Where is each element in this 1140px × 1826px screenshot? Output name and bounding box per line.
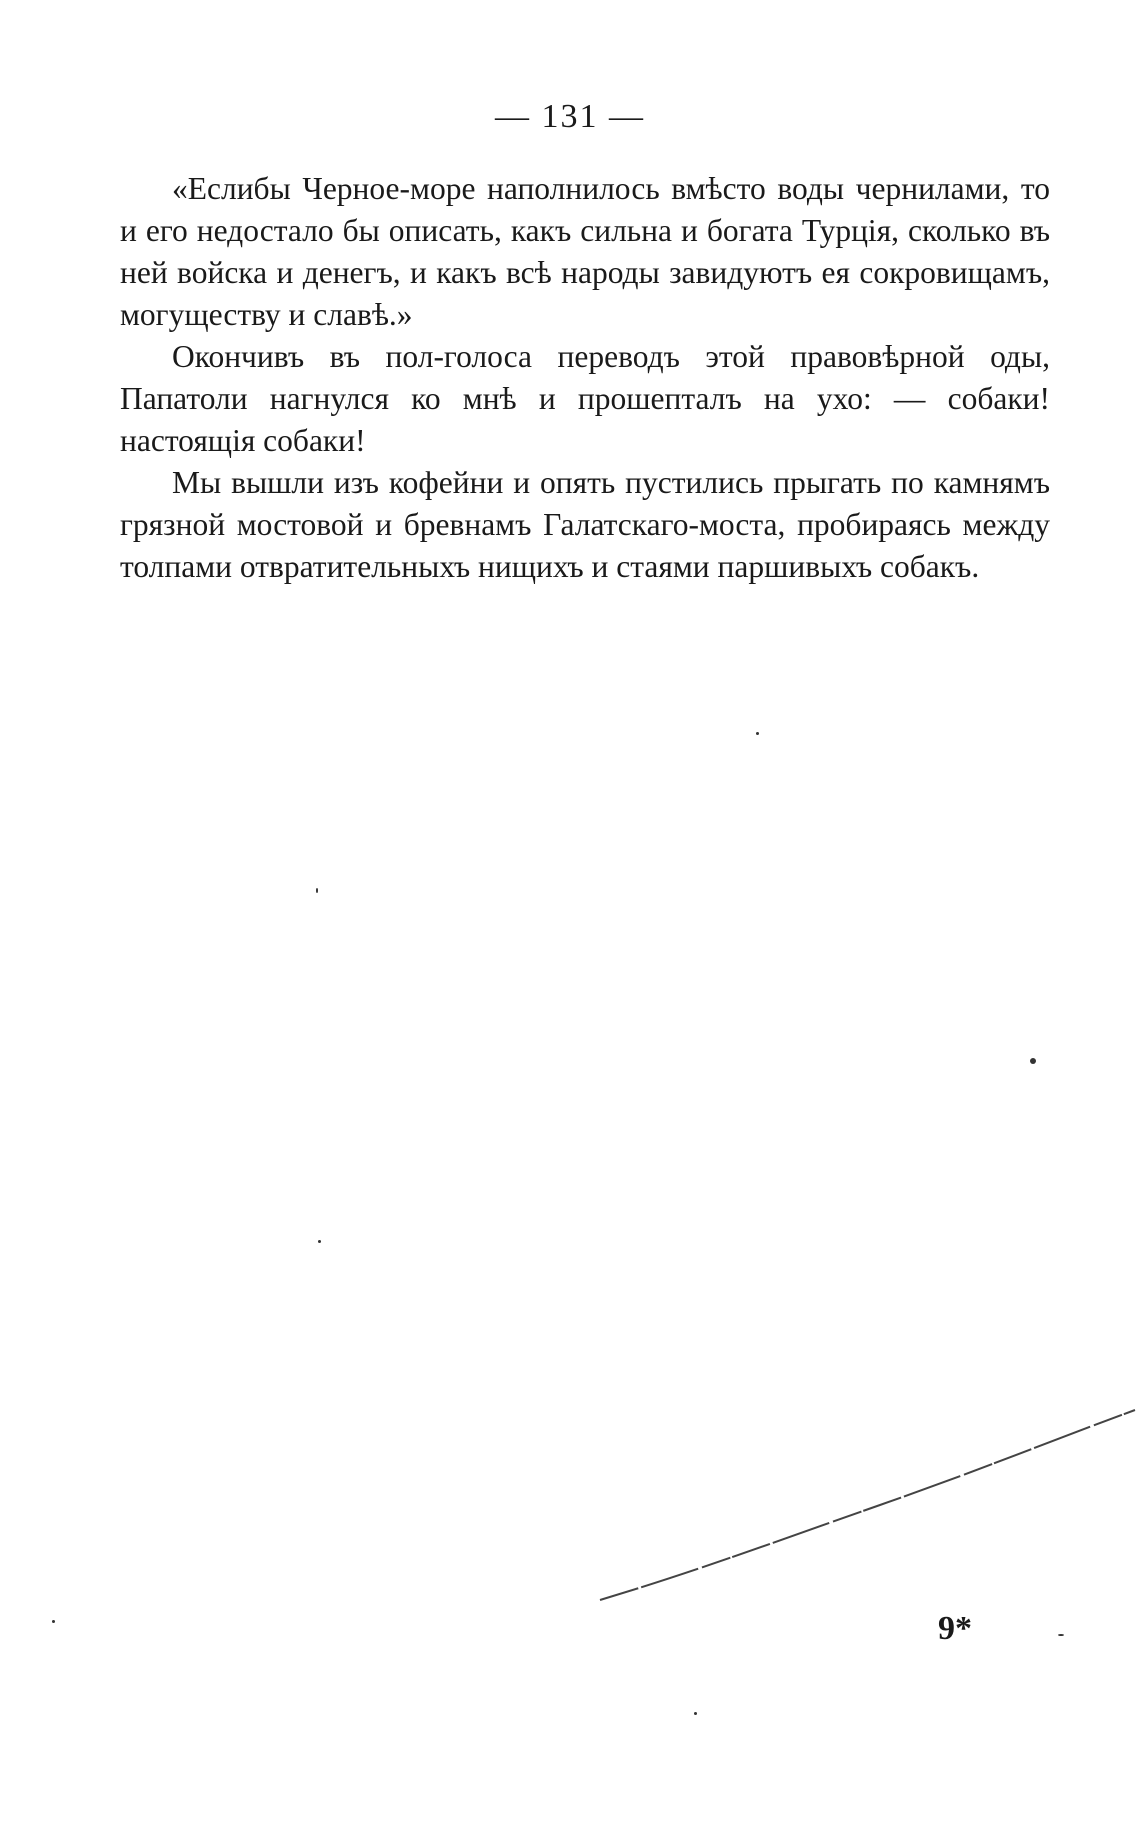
signature-mark: 9* (938, 1610, 972, 1647)
scan-speck (1030, 1058, 1036, 1064)
page-number: — 131 — (495, 98, 645, 135)
paragraph-2: Окончивъ въ пол-голоса переводъ этой правовѣрной оды, Папатоли нагнулся ко мнѣ и прошепталъ на ухо: — собаки! настоящія собаки! (120, 339, 1050, 458)
scan-speck (318, 1240, 321, 1243)
paragraph-3: Мы вышли изъ кофейни и опять пустились прыгать по камнямъ грязной мостовой и бревнамъ Галатскаго-моста, пробираясь между толпами отвратительныхъ нищихъ и стаями паршивыхъ собакъ. (120, 465, 1050, 584)
scan-speck (694, 1712, 697, 1715)
scan-speck (316, 888, 318, 893)
scan-speck (756, 732, 759, 735)
scan-speck (1058, 1634, 1064, 1636)
scan-speck (52, 1620, 55, 1623)
paragraph-1: «Еслибы Черное-море наполнилось вмѣсто воды чернилами, то и его недостало бы описать, какъ сильна и богата Турція, сколько въ ней войска и денегъ, и какъ всѣ народы завидуютъ ея сокровищамъ, могуществу и славѣ.» (120, 171, 1050, 332)
